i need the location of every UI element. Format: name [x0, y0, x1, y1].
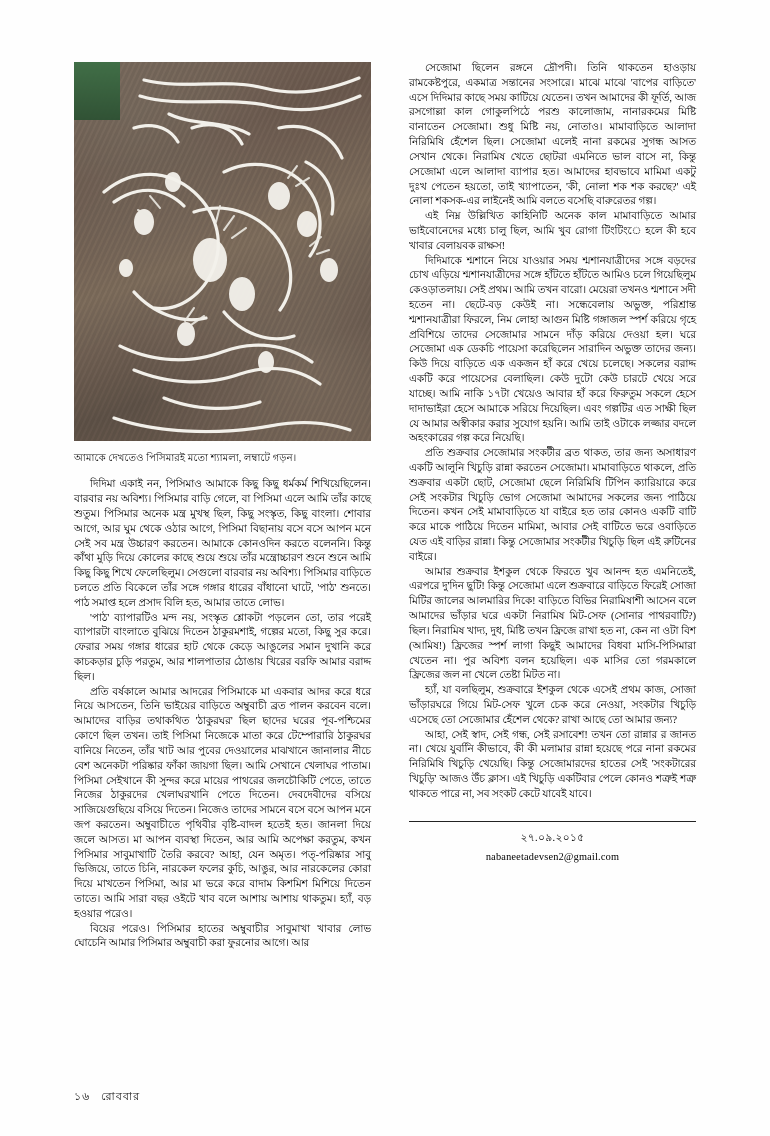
signature-divider — [409, 821, 696, 822]
paragraph: সেজোমা ছিলেন রঙ্গনে দ্রৌপদী। তিনি থাকতেন হাওড়ায় রামকেষ্টপুরে, একমাত্র সন্তানের সংসারে। মাঝে মাঝে 'বাপের বাড়িতে' এসে দিদিমার কাছে সময় কাটিয়ে যেতেন। তখন আমাদের কী ফূর্তি, আজ রসগোল্লা কাল গোকুলপিঠে পরশু কালোজাম, নানারকমের মিষ্টি বানাতেন সেজোমা। শুধু মিষ্টি নয়, নোতাও। মামাবাড়িতে আলাদা নিরিমিষি হেঁশেল ছিল। সেজোমা এলেই নানা রকমের সুগন্ধ আসত সেখান থেকে। নিরামিষ খেতে ছোটরা এমনিতে ভাল বাসে না, কিন্তু সেজোমা এলে আলাদা ব্যাপার হত। আমাদের হাবভাবে মামিমা একটু দুঃখ পেতেন হয়তো, তাই খ্যাপাতেন, 'কী, নোলা শক শক করছে?' এই নোলা শকসক-এর লাইনেই আমি বলতে বসেছি বারুরেতর গল্প। — [409, 63, 696, 208]
left-column-body — [74, 478, 371, 952]
paragraph: হ্যাঁ, যা বলছিলুম, শুক্রবারে ইশকুল থেকে এসেই প্রথম কাজ, সোজা ভাঁড়ারঘরে গিয়ে মিট-সেফ খুলে চেক করে নেওয়া, সংকটার খিচুড়ি এসেছে তো সেজোমার হেঁশেল থেকে? রাখা আছে তো আমার জন্য? — [409, 685, 696, 726]
page-number: ১৬ — [74, 1091, 91, 1103]
right-column-body — [409, 62, 696, 803]
paragraph: প্রতি শুক্রবার সেজোমার সংকটীর ব্রত থাকত, তার জন্য অসাধারণ একটি আলুনি খিচুড়ি রান্না করতেন সেজোমা। মামাবাড়িতে থাকলে, প্রতি শুক্রবার একটা ছোট, সেজোমা ছেলে নিরিমিষি টিপিন ক্যারিয়ারে করে সেই সংকটার খিচুড়ি ভোগ সেজোমা আমাদের সকলের জন্য পাঠিয়ে দিতেন। কখন সেই মামাবাড়িতে যা বাইরে হত তার কোনও একটি বাটি করে মাকে পাঠিয়ে দিতেন মামিমা, আবার সেই বাটিতে ভরে ওবাড়িতে যেত এই বাড়ির রান্না। কিন্তু সেজোমার সংকটীর খিচুড়ি ছিল এই রুটিনের বাইরে। — [409, 448, 696, 563]
alpana-photograph — [74, 62, 371, 441]
paragraph: বিয়ের পরেও। পিসিমার হাতের অম্বুবাচীর সাবুমাখা খাবার লোভ ঘোচেনি আমার পিসিমার অম্বুবাচী করা ফুরনোর আগে। আর — [74, 923, 371, 950]
left-column — [74, 62, 371, 952]
photo-green-patch — [74, 62, 120, 120]
paragraph: প্রতি বর্ষকালে আমার আদরের পিসিমাকে মা একবার আদর করে ধরে নিয়ে আসতেন, তিনি ভাইয়ের বাড়িতে অম্বুবাচী ব্রত পালন করবেন বলে। আমাদের বাড়ির তথাকথিত 'ঠাকুরঘর' ছিল ছাদের ঘরের পূব-পশ্চিমের কোণে ছিল তখন। তাই পিসিমা নিজেকে মাতা করে টেম্পোরারি ঠাকুরঘর বানিয়ে নিতেন, তাঁর খাট আর পুবের দেওয়ালের মাঝখানে জানালার নীচে বেশ অনেকটা পরিষ্কার ফাঁকা জায়গা ছিল। আমি সেখানে খেলাঘর পাতাম। পিসিমা সেইখানে কী সুন্দর করে মায়ের পাথরের জলচৌকিটি পেতে, তাতে নিজের ঠাকুরদের খেলাঘরখানি পেতে দিতেন। দেবদেবীদের বসিয়ে সাজিয়েগুছিয়ে বসিয়ে দিতেন। নিজেও তাদের সামনে বসে বসে আপন মনে জপ করতেন। অম্বুবাচীতে পৃথিবীর বৃষ্টি-বাদল হতেই হত। জানলা দিয়ে জলে আসত। মা আপন ব্যবস্থা দিতেন, আর আমি অপেক্ষা করতুম, কখন পিসিমার সাবুমাখাটি তৈরি করবে? আহা, যেন অমৃত। পত্-পরিষ্কার সাবু ভিজিয়ে, তাতে চিনি, নারকেল ফলের কুচি, আঙুর, আর নারকেলের কোরা দিয়ে মাখতেন পিসিমা, আর মা ভরে করে বাদাম কিশমিশ মিশিয়ে দিতেন তাতে। আমি সারা বছর ওইটে খাব বলে আশায় আশায় থাকতুম। হ্যাঁ, বড় হওয়ার পরেও। — [74, 686, 371, 920]
photo-caption: আমাকে দেখতেও পিসিমারই মতো শ্যামলা, লম্বাটে গড়ন। — [74, 453, 297, 464]
page-footer — [74, 1088, 140, 1107]
paragraph: দিদিমা একাই নন, পিসিমাও আমাকে কিছু কিছু ধর্মকর্ম শিখিয়েছিলেন। বারবার নয় অবিশ্য। পিসিমার বাড়ি গেলে, বা পিসিমা এলে আমি তাঁর কাছে শুতুম। পিসিমার অনেক মন্ত্র মুখস্থ ছিল, কিছু সংস্কৃত, কিছু বাংলা। শোবার আগে, আর ঘুম থেকে ওঠার আগে, পিসিমা বিছানায় বসে বসে আপন মনে সেই সব মন্ত্র উচ্চারণ করতেন। আমাকে কোনওদিন করতে বলেননি। কিন্তু কাঁথা মুড়ি দিয়ে কোলের কাছে শুয়ে শুয়ে তাঁর মন্ত্রোচ্চারণ শুনে শুনে আমি কিছু কিছু শিখে ফেলেছিলুম। সেগুলো বারবার নয় অবিশ্য। পিসিমার বাড়িতে চলতে প্রতি বিকেলে তাঁর সঙ্গে গঙ্গার ধারের বাঁধানো ঘাটে, 'পাঠ' শুনতে। পাঠ সমাপ্ত হলে প্রসাদ বিলি হত, আমার তাতে লোভ। — [74, 479, 371, 609]
paragraph: আহা, সেই স্বাদ, সেই গন্ধ, সেই রসাবেশ! তখন তো রান্নার র জানত না। খেয়ে যুবনিি কীভাবে, কী কী মলামার রান্না হয়েছে পরে নানা রকমের নিরিমিষি খিচুড়ি খেয়েছি। কিন্তু সেজোমারদের হাতের সেই 'সংকটারের খিচুড়ি' আজও উঁচ ক্লাস। এই খিচুড়ি একটিবার পেলে কোনও শত্রুই শত্রু থাকতে পারে না, সব সংকট কেটে যাবেই যাবে। — [409, 729, 696, 800]
paragraph: দিদিমাকে শ্মশানে নিয়ে যাওয়ার সময় শ্মশানযাত্রীদের সঙ্গে বড়দের চোখ এড়িয়ে শ্মশানযাত্রীদের সঙ্গে হাঁটতে হাঁটতে আমিও চলে গিয়েছিলুম কেওড়াতলায়। সেই প্রথম। আমি তখন বারো। মেয়েরা তখনও শ্মশানে সদী হতেন না। ছেটে-বড় কেউই না। সন্ধেবেলায় অভুক্ত, পরিশ্রান্ত শ্মশানযাত্রীরা ফিরলে, নিম লোহা আগুন মিষ্টি গঙ্গাজল স্পর্শ করিয়ে গৃহে প্রবিশিয়ে তাদের সেজোমার সামনে দাঁড় করিয়ে দেওয়া হল। ঘরে সেজোমা এক ডেকচি পায়েসা করেছিলেন সারাদিন অভুক্ত তাদের জন্য। কিউ দিয়ে বাড়িতে এক একজন হাঁ করে খেয়ে চলেছে। সকলের বরাদ্দ একটি করে পায়েসের বেলাছিল। কেউ দুটো কেউ চারটে খেয়ে সরে যাচ্ছে। আমি নাকি ১৭টা খেয়েও আবার হাঁ করে ফিরুতুম সকলে হেসে দাদাভাইরা হেসে আমাকে সরিয়ে দিয়েছিল। এবং গল্পটির এত সাক্ষী ছিল যে আমার অস্বীকার করার সুযোগ হয়নি। আমি তাই ওটাকে লজ্জার বদলে অহংকারের গল্প করে নিয়েছি। — [409, 255, 696, 445]
paragraph: আমার শুক্রবার ইশকুল থেকে ফিরতে খুব আনন্দ হত এমনিতেই, এরপরে দু'দিন ছুটি! কিন্তু সেজোমা এলে শুক্রবারে বাড়িতে ফিরেই সোজা মিটির জালের আলমারির দিকে! বাড়িতে বিভির নিরামিষাশী আসেন বলে আমাদের ভাঁড়ার ঘরে একটা নিরামিষ মিট-সেফ (সোনার পাথরবাটি?) ছিল। নিরামিষ খাদ্য, দুধ, মিষ্টি তখন ফ্রিজে রাখা হত না, কেন না ওটা বিশ (আমিষ!) ফ্রিজের স্পর্শ লাগা কিছুই আমাদের বিধবা মাসি-পিসিমারা খেতেন না। পুর অবিশ্য বলন হয়েছিল। এক মাসির তো গরমকালে ফ্রিজের জল না খেলে তেষ্টা মিটত না। — [409, 566, 696, 682]
right-column — [409, 62, 696, 863]
paragraph: 'পাঠ' ব্যাপারটিও মন্দ নয়, সংস্কৃত শ্লোকটা পড়লেন তো, তার পরেই ব্যাপারটা বাংলাতে বুঝিয়ে দিতেন ঠাকুরমশাই, গল্পের মতো, কিছু সুর করে। ফেরার সময় গঙ্গার ধারের হাট থেকে কেড়ে আঙুলের সমান দুখানি করে কাচকড়ার চুড়ি পরতুম, আর শালপাতার ঠোঙায় খিরের বরফি আমার বরাদ্দ ছিল। — [74, 612, 371, 683]
article-date: ২৭.০৯.২০১৫ — [520, 832, 585, 844]
paragraph: এই নিম্ন উল্লিখিত কাহিনিটি অনেক কাল মামাবাড়িতে আমার ভাইবোনেদের মধ্যে চালু ছিল, আমি খুব রোগা টিংটিংে হলে কী হবে খাবার বেলায়বক রাক্ষস! — [409, 211, 696, 252]
author-email[interactable]: nabaneetadevsen2@gmail.com — [485, 851, 620, 863]
two-column-layout — [74, 62, 696, 1072]
publication-name: রোববার — [101, 1091, 141, 1103]
